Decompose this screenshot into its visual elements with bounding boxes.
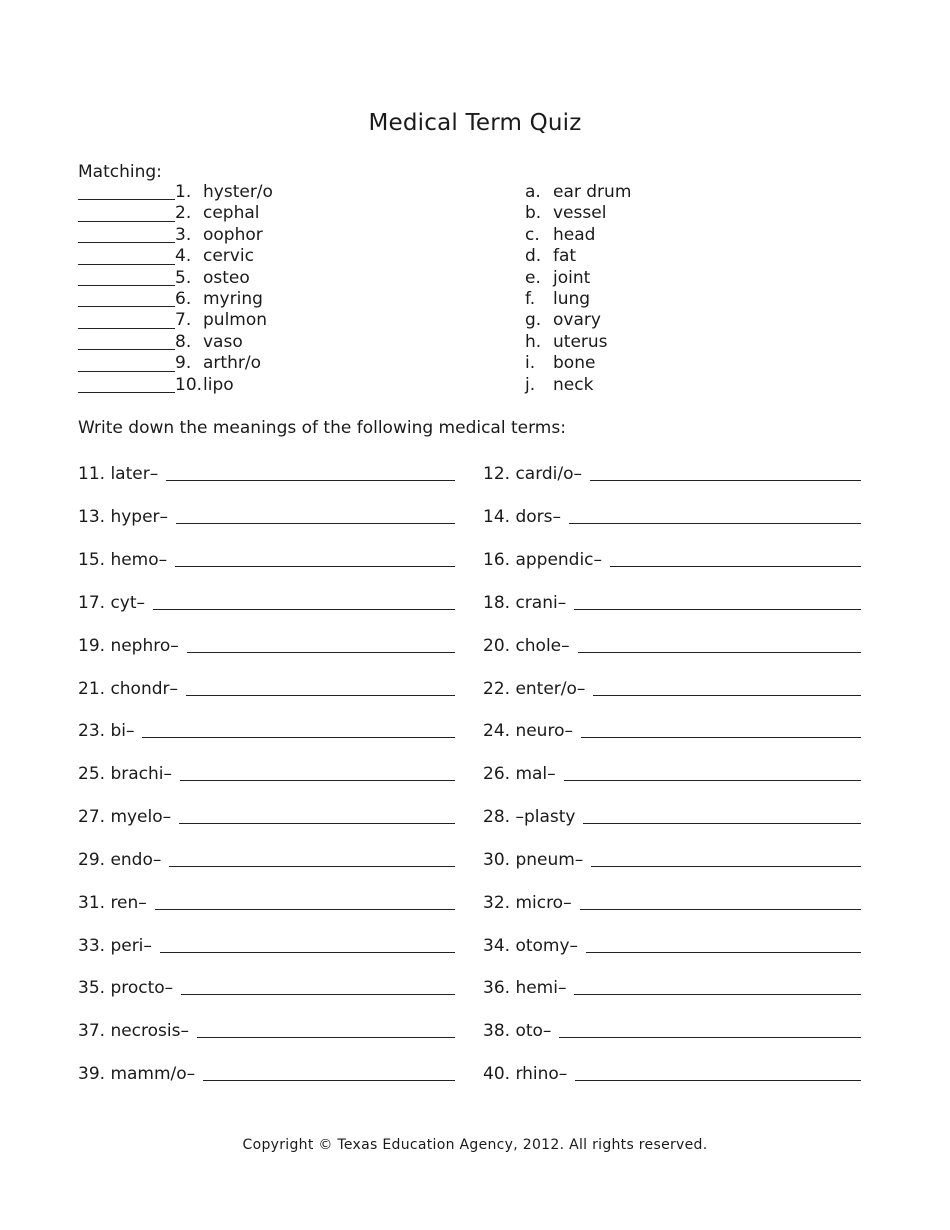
term-text: cervic: [203, 246, 254, 267]
term-text: lipo: [203, 374, 234, 395]
answer-line[interactable]: [176, 505, 455, 524]
answer-line[interactable]: [203, 1062, 455, 1081]
answer-line[interactable]: [175, 548, 455, 567]
answer-line[interactable]: [574, 976, 861, 995]
meaning-term: 40. rhino–: [483, 1064, 568, 1084]
matching-term-item: [78, 375, 273, 396]
meaning-term: 31. ren–: [78, 893, 147, 913]
definition-item: [525, 289, 631, 310]
answer-blank[interactable]: [78, 375, 175, 393]
matching-term-item: [78, 268, 273, 289]
matching-definition-list: [525, 182, 631, 396]
answer-line[interactable]: [160, 934, 455, 953]
definition-letter: h.: [525, 331, 542, 352]
definition-item: [525, 225, 631, 246]
answer-line[interactable]: [578, 634, 861, 653]
term-text: arthr/o: [203, 353, 261, 374]
definition-item: [525, 203, 631, 224]
meaning-item: [78, 889, 455, 913]
meaning-term: 37. necrosis–: [78, 1021, 189, 1041]
meaning-item: [483, 503, 861, 527]
term-text: myring: [203, 288, 263, 309]
meaning-item: [78, 717, 455, 741]
term-text: hyster/o: [203, 181, 273, 202]
meaning-term: 18. crani–: [483, 593, 567, 613]
definition-item: [525, 332, 631, 353]
meaning-item: [483, 889, 861, 913]
answer-line[interactable]: [155, 891, 455, 910]
meaning-item: [78, 675, 455, 699]
meaning-item: [78, 589, 455, 613]
meaning-term: 21. chondr–: [78, 679, 179, 699]
meaning-term: 11. later–: [78, 464, 159, 484]
meaning-item: [483, 589, 861, 613]
term-text: cephal: [203, 203, 260, 224]
definition-text: head: [553, 224, 596, 245]
meaning-item: [483, 803, 861, 827]
answer-line[interactable]: [610, 548, 861, 567]
definition-item: [525, 246, 631, 267]
answer-line[interactable]: [187, 634, 455, 653]
matching-term-list: [78, 182, 273, 396]
definition-text: joint: [553, 267, 591, 288]
meaning-item: [483, 675, 861, 699]
answer-line[interactable]: [580, 891, 861, 910]
definition-letter: e.: [525, 267, 541, 288]
meaning-term: 26. mal–: [483, 764, 556, 784]
matching-term-item: [78, 289, 273, 310]
meaning-term: 30. pneum–: [483, 850, 584, 870]
matching-term-item: [78, 203, 273, 224]
term-text: vaso: [203, 331, 243, 352]
meaning-item: [78, 1017, 455, 1041]
answer-blank[interactable]: [78, 289, 175, 307]
matching-heading: Matching:: [78, 162, 162, 182]
answer-blank[interactable]: [78, 354, 175, 372]
meaning-term: 29. endo–: [78, 850, 162, 870]
answer-line[interactable]: [591, 848, 861, 867]
matching-term-item: [78, 310, 273, 331]
term-number: 6.: [175, 288, 192, 309]
meaning-term: 19. nephro–: [78, 636, 179, 656]
definition-text: neck: [553, 374, 594, 395]
meaning-term: 12. cardi/o–: [483, 464, 583, 484]
answer-blank[interactable]: [78, 182, 175, 200]
term-number: 9.: [175, 353, 192, 374]
answer-blank[interactable]: [78, 311, 175, 329]
matching-term-item: [78, 353, 273, 374]
definition-item: [525, 375, 631, 396]
matching-term-item: [78, 225, 273, 246]
meaning-item: [78, 503, 455, 527]
meaning-item: [78, 1060, 455, 1084]
meaning-term: 39. mamm/o–: [78, 1064, 196, 1084]
meaning-item: [483, 717, 861, 741]
answer-blank[interactable]: [78, 225, 175, 243]
meaning-item: [483, 974, 861, 998]
meaning-item: [483, 632, 861, 656]
meaning-item: [78, 846, 455, 870]
meaning-item: [483, 846, 861, 870]
term-text: osteo: [203, 267, 250, 288]
meanings-instructions: Write down the meanings of the following medical terms:: [78, 418, 566, 438]
answer-line[interactable]: [559, 1019, 861, 1038]
answer-blank[interactable]: [78, 247, 175, 265]
meaning-term: 38. oto–: [483, 1021, 552, 1041]
matching-term-item: [78, 246, 273, 267]
answer-line[interactable]: [153, 591, 455, 610]
answer-line[interactable]: [586, 934, 861, 953]
answer-line[interactable]: [197, 1019, 455, 1038]
meaning-item: [483, 460, 861, 484]
copyright-notice: Copyright © Texas Education Agency, 2012. All rights reserved.: [242, 1137, 708, 1153]
definition-letter: b.: [525, 203, 542, 224]
term-number: 3.: [175, 224, 192, 245]
definition-text: ear drum: [553, 182, 632, 202]
answer-line[interactable]: [169, 848, 455, 867]
meaning-item: [483, 932, 861, 956]
term-number: 10.: [175, 374, 203, 395]
definition-text: fat: [553, 246, 577, 267]
meaning-term: 35. procto–: [78, 978, 174, 998]
meaning-term: 32. micro–: [483, 893, 572, 913]
meaning-item: [483, 1060, 861, 1084]
answer-blank[interactable]: [78, 268, 175, 286]
definition-text: bone: [553, 353, 596, 374]
term-number: 4.: [175, 246, 192, 267]
term-number: 1.: [175, 181, 192, 202]
meaning-item: [78, 460, 455, 484]
term-text: pulmon: [203, 310, 268, 331]
meaning-term: 25. brachi–: [78, 764, 172, 784]
answer-blank[interactable]: [78, 332, 175, 350]
term-number: 7.: [175, 310, 192, 331]
meaning-item: [483, 760, 861, 784]
answer-line[interactable]: [564, 762, 861, 781]
definition-letter: f.: [525, 288, 536, 309]
meaning-item: [78, 974, 455, 998]
definition-item: [525, 268, 631, 289]
meaning-term: 15. hemo–: [78, 550, 168, 570]
answer-line[interactable]: [166, 462, 455, 481]
meaning-item: [78, 632, 455, 656]
definition-item: [525, 182, 631, 203]
meaning-term: 34. otomy–: [483, 936, 579, 956]
answer-line[interactable]: [180, 762, 455, 781]
answer-line[interactable]: [181, 976, 455, 995]
meaning-term: 20. chole–: [483, 636, 570, 656]
definition-letter: a.: [525, 182, 541, 202]
matching-term-item: [78, 182, 273, 203]
meaning-item: [78, 760, 455, 784]
term-text: oophor: [203, 224, 263, 245]
answer-line[interactable]: [179, 805, 455, 824]
term-number: 2.: [175, 203, 192, 224]
meaning-term: 27. myelo–: [78, 807, 172, 827]
page-title: Medical Term Quiz: [368, 110, 582, 136]
answer-line[interactable]: [574, 591, 861, 610]
answer-line[interactable]: [593, 677, 861, 696]
definition-item: [525, 310, 631, 331]
definition-text: lung: [553, 288, 591, 309]
meaning-item: [78, 546, 455, 570]
matching-term-item: [78, 332, 273, 353]
answer-line[interactable]: [186, 677, 455, 696]
definition-letter: i.: [525, 353, 536, 374]
definition-letter: j.: [525, 374, 536, 395]
answer-line[interactable]: [583, 805, 861, 824]
meaning-item: [483, 546, 861, 570]
meaning-term: 36. hemi–: [483, 978, 567, 998]
meaning-term: 23. bi–: [78, 721, 135, 741]
answer-line[interactable]: [575, 1062, 861, 1081]
meaning-item: [483, 1017, 861, 1041]
definition-text: uterus: [553, 331, 608, 352]
definition-letter: d.: [525, 246, 542, 267]
meaning-term: 14. dors–: [483, 507, 561, 527]
meaning-term: 33. peri–: [78, 936, 152, 956]
meaning-item: [78, 803, 455, 827]
answer-line[interactable]: [581, 719, 861, 738]
meaning-item: [78, 932, 455, 956]
definition-text: vessel: [553, 203, 607, 224]
term-number: 8.: [175, 331, 192, 352]
meaning-term: 17. cyt–: [78, 593, 146, 613]
answer-blank[interactable]: [78, 204, 175, 222]
term-number: 5.: [175, 267, 192, 288]
meaning-term: 22. enter/o–: [483, 679, 586, 699]
meaning-term: 24. neuro–: [483, 721, 573, 741]
meaning-term: 13. hyper–: [78, 507, 169, 527]
answer-line[interactable]: [569, 505, 861, 524]
definition-letter: c.: [525, 224, 540, 245]
definition-letter: g.: [525, 310, 542, 331]
meaning-term: 28. –plasty: [483, 807, 576, 827]
answer-line[interactable]: [142, 719, 455, 738]
answer-line[interactable]: [590, 462, 861, 481]
definition-text: ovary: [553, 310, 601, 331]
meaning-term: 16. appendic–: [483, 550, 603, 570]
definition-item: [525, 353, 631, 374]
